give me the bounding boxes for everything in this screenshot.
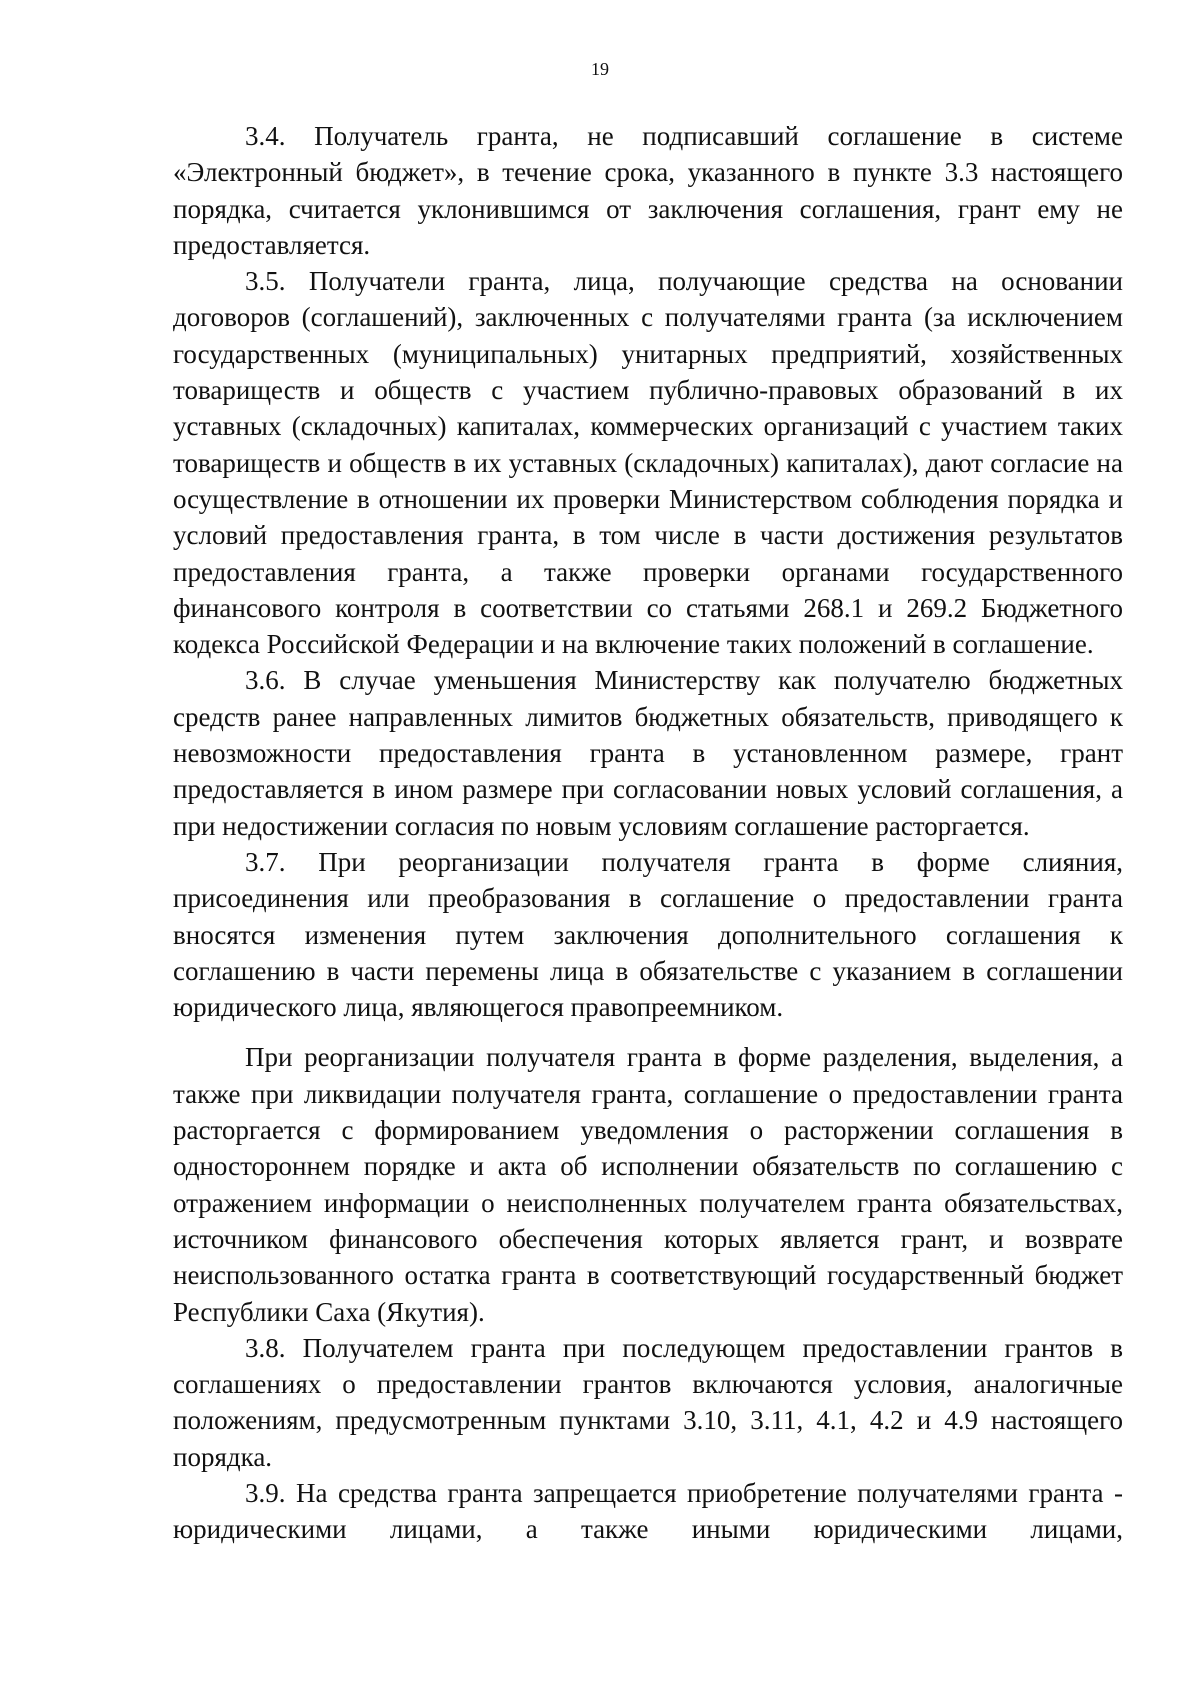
paragraph-3-5: 3.5. Получатели гранта, лица, получающие средства на основании договоров (соглашений), заключенных с получателями гранта (за исключением государственных (муниципальных) унитарных предприятий, хозяйственных товариществ и обществ с участием публично-правовых образований в их уставных (складочных) капиталах, коммерческих организаций с участием таких товариществ и обществ в их уставных (складочных) капиталах), дают согласие на осуществление в отношении их проверки Министерством соблюдения порядка и условий предоставления гранта, в том числе в части достижения результатов предоставления гранта, а также проверки органами государственного финансового контроля в соответствии со статьями 268.1 и 269.2 Бюджетного кодекса Российской Федерации и на включение таких положений в соглашение.	[173, 266, 1123, 660]
paragraph-reorganization: При реорганизации получателя гранта в форме разделения, выделения, а также при ликвидации получателя гранта, соглашение о предоставлении гранта расторгается с формированием уведомления о расторжении соглашения в одностороннем порядке и акта об исполнении обязательств по соглашению с отражением информации о неисполненных получателем гранта обязательствах, источником финансового обеспечения которых является грант, и возврате неиспользованного остатка гранта в соответствующий государственный бюджет Республики Саха (Якутия).	[173, 1042, 1123, 1327]
document-body	[173, 118, 1123, 1548]
paragraph-3-7: 3.7. При реорганизации получателя гранта в форме слияния, присоединения или преобразования в соглашение о предоставлении гранта вносятся изменения путем заключения дополнительного соглашения к соглашению в части перемены лица в обязательстве с указанием в соглашении юридического лица, являющегося правопреемником.	[173, 846, 1123, 1023]
paragraph-3-6: 3.6. В случае уменьшения Министерству как получателю бюджетных средств ранее направленных лимитов бюджетных обязательств, приводящего к невозможности предоставления гранта в установленном размере, грант предоставляется в ином размере при согласовании новых условий соглашения, а при недостижении согласия по новым условиям соглашение расторгается.	[173, 665, 1123, 841]
paragraph-3-8: 3.8. Получателем гранта при последующем предоставлении грантов в соглашениях о предоставлении грантов включаются условия, аналогичные положениям, предусмотренным пунктами 3.10, 3.11, 4.1, 4.2 и 4.9 настоящего порядка.	[173, 1332, 1123, 1472]
page-number: 19	[591, 59, 609, 79]
paragraph-3-4: 3.4. Получатель гранта, не подписавший соглашение в системе «Электронный бюджет», в течение срока, указанного в пункте 3.3 настоящего порядка, считается уклонившимся от заключения соглашения, грант ему не предоставляется.	[173, 121, 1123, 260]
paragraph-3-9: 3.9. На средства гранта запрещается приобретение получателями гранта - юридическими лицами, а также иными юридическими лицами,	[173, 1477, 1123, 1545]
